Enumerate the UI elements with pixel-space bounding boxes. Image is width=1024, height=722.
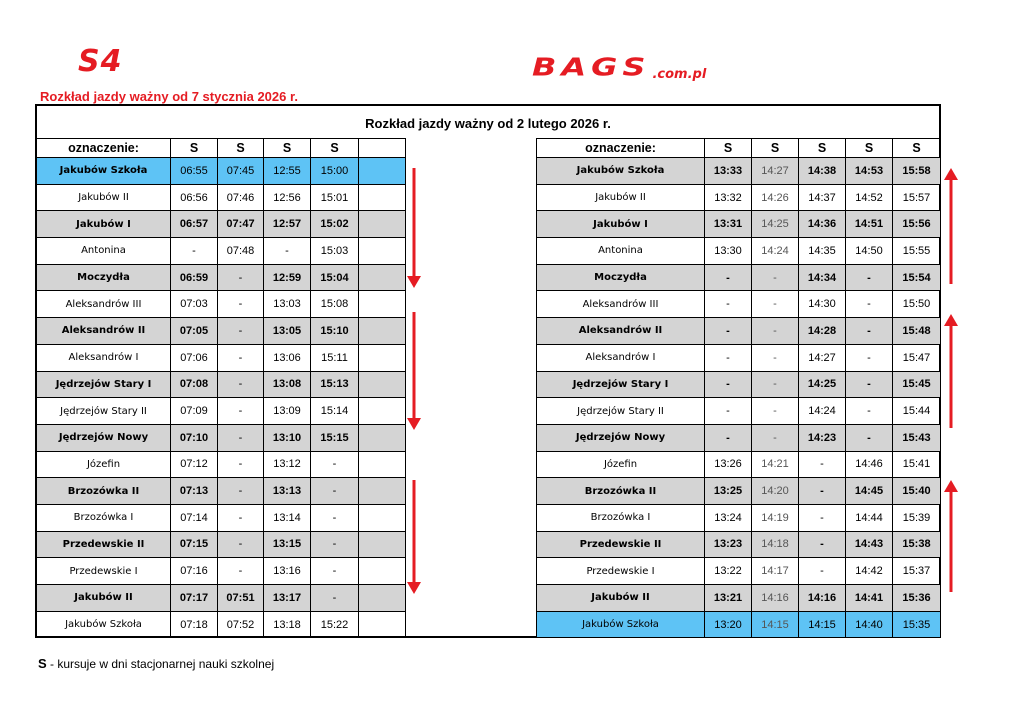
time-cell: 07:48 [218,238,264,265]
time-cell: - [705,424,752,451]
time-cell: 15:40 [893,478,941,505]
time-cell: 14:19 [752,504,799,531]
legend-symbol: S [38,656,47,671]
stop-name: Jakubów Szkoła [537,611,705,638]
stop-name: Jędrzejów Nowy [37,424,171,451]
stop-name: Jakubów II [537,184,705,211]
time-cell: - [311,531,359,558]
time-cell: 13:05 [264,318,311,345]
time-cell: 07:17 [171,585,218,612]
time-cell: 15:35 [893,611,941,638]
time-cell: 07:06 [171,344,218,371]
time-cell: 14:35 [799,238,846,265]
time-cell: 15:03 [311,238,359,265]
time-cell: 13:25 [705,478,752,505]
time-cell: 13:14 [264,504,311,531]
time-cell: 14:23 [799,424,846,451]
time-cell: 14:36 [799,211,846,238]
time-cell: 15:38 [893,531,941,558]
time-cell: - [752,318,799,345]
time-cell: 15:55 [893,238,941,265]
stop-name: Przedewskie II [37,531,171,558]
time-cell: - [218,504,264,531]
time-cell: 13:17 [264,585,311,612]
time-cell: - [218,451,264,478]
time-cell: 07:45 [218,158,264,185]
time-cell: 13:09 [264,398,311,425]
time-cell: 15:48 [893,318,941,345]
time-cell: 15:57 [893,184,941,211]
arrow-up-icon [944,168,958,180]
time-cell: - [705,398,752,425]
stop-name: Przedewskie I [537,558,705,585]
time-cell: 07:09 [171,398,218,425]
time-cell: - [311,451,359,478]
time-cell: 07:15 [171,531,218,558]
time-cell: - [705,264,752,291]
time-cell: 13:21 [705,585,752,612]
header-label: oznaczenie: [37,139,171,158]
time-cell: 07:13 [171,478,218,505]
time-cell: 13:08 [264,371,311,398]
validity-old-note: Rozkład jazdy ważny od 7 stycznia 2026 r. [40,89,298,104]
time-cell: 12:56 [264,184,311,211]
stop-name: Jakubów I [37,211,171,238]
stop-name: Jakubów Szkoła [537,158,705,185]
time-cell: 14:38 [799,158,846,185]
stop-name: Antonina [37,238,171,265]
time-cell: 14:52 [846,184,893,211]
time-cell: 07:47 [218,211,264,238]
arrow-down-icon [407,276,421,288]
time-cell: - [705,291,752,318]
time-cell: 07:46 [218,184,264,211]
line-code: S4 [78,44,123,79]
stop-name: Jędrzejów Stary I [537,371,705,398]
time-cell: 14:16 [752,585,799,612]
time-cell: 13:23 [705,531,752,558]
time-cell: 07:18 [171,611,218,638]
time-cell: - [846,264,893,291]
stop-name: Aleksandrów I [537,344,705,371]
time-cell: 14:20 [752,478,799,505]
time-cell: 14:17 [752,558,799,585]
stop-name: Brzozówka I [537,504,705,531]
time-cell: - [705,344,752,371]
time-cell: 15:45 [893,371,941,398]
legend [38,656,274,671]
time-cell: - [846,424,893,451]
time-cell: 15:04 [311,264,359,291]
time-cell: - [846,371,893,398]
stop-name: Aleksandrów II [537,318,705,345]
time-cell: - [218,424,264,451]
time-cell: 13:24 [705,504,752,531]
stop-name: Aleksandrów III [37,291,171,318]
time-cell: 13:22 [705,558,752,585]
time-cell: 15:10 [311,318,359,345]
stop-name: Jędrzejów Stary II [537,398,705,425]
time-cell: - [311,504,359,531]
time-cell: 15:56 [893,211,941,238]
stop-name: Jakubów II [37,585,171,612]
time-cell: 07:16 [171,558,218,585]
header-label: oznaczenie: [537,139,705,158]
header-mark: S [752,139,799,158]
time-cell: 07:52 [218,611,264,638]
time-cell: 13:15 [264,531,311,558]
time-cell: 15:58 [893,158,941,185]
time-cell: - [218,558,264,585]
time-cell: 13:32 [705,184,752,211]
header-mark: S [705,139,752,158]
time-cell: 14:16 [799,585,846,612]
time-cell: 13:12 [264,451,311,478]
stop-name: Jędrzejów Stary II [37,398,171,425]
stop-name: Moczydła [37,264,171,291]
time-cell: - [705,318,752,345]
time-cell: 14:50 [846,238,893,265]
time-cell: - [218,478,264,505]
stop-name: Jakubów Szkoła [37,611,171,638]
time-cell: - [752,291,799,318]
time-cell: 15:22 [311,611,359,638]
time-cell: - [311,585,359,612]
brand-name: BAGS [532,52,651,82]
time-cell: 14:45 [846,478,893,505]
stop-name: Moczydła [537,264,705,291]
stop-name: Brzozówka II [537,478,705,505]
time-cell: - [846,398,893,425]
time-cell: 13:31 [705,211,752,238]
time-cell: 12:59 [264,264,311,291]
time-cell: 13:18 [264,611,311,638]
time-cell: - [752,264,799,291]
time-cell: - [799,504,846,531]
time-cell: 06:56 [171,184,218,211]
header-mark: S [311,139,359,158]
time-cell: - [752,344,799,371]
time-cell: 15:02 [311,211,359,238]
time-cell: 14:53 [846,158,893,185]
time-cell: - [799,558,846,585]
time-cell: 15:37 [893,558,941,585]
stop-name: Brzozówka II [37,478,171,505]
time-cell: - [311,558,359,585]
time-cell: 13:10 [264,424,311,451]
time-cell: 13:16 [264,558,311,585]
stop-name: Jakubów II [37,184,171,211]
time-cell: - [846,344,893,371]
header-mark: S [799,139,846,158]
time-cell: 13:26 [705,451,752,478]
time-cell: 07:51 [218,585,264,612]
stop-name: Jędrzejów Stary I [37,371,171,398]
time-cell: 14:25 [752,211,799,238]
time-cell: 14:27 [752,158,799,185]
time-cell: 15:50 [893,291,941,318]
time-cell: 14:46 [846,451,893,478]
time-cell: 14:15 [799,611,846,638]
time-cell: 14:42 [846,558,893,585]
time-cell: 14:24 [799,398,846,425]
time-cell: - [799,531,846,558]
time-cell: - [218,291,264,318]
arrow-up-icon [944,480,958,492]
time-cell: 15:43 [893,424,941,451]
time-cell: - [218,398,264,425]
time-cell: - [218,371,264,398]
time-cell: 14:24 [752,238,799,265]
time-cell: 15:54 [893,264,941,291]
time-cell: 14:51 [846,211,893,238]
stop-name: Jakubów I [537,211,705,238]
time-cell: 15:01 [311,184,359,211]
time-cell: 07:05 [171,318,218,345]
time-cell: - [218,264,264,291]
timetable-title: Rozkład jazdy ważny od 2 lutego 2026 r. [365,116,611,131]
header-mark: S [264,139,311,158]
stop-name: Brzozówka I [37,504,171,531]
stop-name: Aleksandrów II [37,318,171,345]
arrow-down-icon [407,582,421,594]
time-cell: 07:03 [171,291,218,318]
time-cell: - [171,238,218,265]
time-cell: 14:41 [846,585,893,612]
time-cell: 14:40 [846,611,893,638]
time-cell: - [799,451,846,478]
time-cell: 07:12 [171,451,218,478]
time-cell: 15:44 [893,398,941,425]
time-cell: 07:14 [171,504,218,531]
stop-name: Przedewskie II [537,531,705,558]
stop-name: Jakubów II [537,585,705,612]
time-cell: 15:47 [893,344,941,371]
time-cell: - [752,398,799,425]
arrow-up-icon [944,314,958,326]
time-cell: 06:57 [171,211,218,238]
arrow-down-icon [407,418,421,430]
time-cell: 15:41 [893,451,941,478]
time-cell: 06:55 [171,158,218,185]
time-cell: - [311,478,359,505]
time-cell: 14:27 [799,344,846,371]
time-cell: - [218,344,264,371]
time-cell: 14:26 [752,184,799,211]
time-cell: 15:08 [311,291,359,318]
time-cell: 14:43 [846,531,893,558]
time-cell: 15:14 [311,398,359,425]
time-cell: - [264,238,311,265]
header-mark: S [171,139,218,158]
time-cell: - [752,424,799,451]
stop-name: Przedewskie I [37,558,171,585]
time-cell: 15:39 [893,504,941,531]
time-cell: 14:44 [846,504,893,531]
time-cell: 07:08 [171,371,218,398]
time-cell: 13:03 [264,291,311,318]
header-mark: S [846,139,893,158]
time-cell: 12:55 [264,158,311,185]
time-cell: 14:21 [752,451,799,478]
time-cell: - [218,318,264,345]
header-mark: S [218,139,264,158]
time-cell: 12:57 [264,211,311,238]
stop-name: Aleksandrów I [37,344,171,371]
time-cell: - [799,478,846,505]
time-cell: - [752,371,799,398]
time-cell: 15:36 [893,585,941,612]
time-cell: 07:10 [171,424,218,451]
header-mark: S [893,139,941,158]
stop-name: Józefin [37,451,171,478]
time-cell: 13:30 [705,238,752,265]
time-cell: 15:11 [311,344,359,371]
time-cell: - [846,318,893,345]
time-cell: 13:13 [264,478,311,505]
stop-name: Aleksandrów III [537,291,705,318]
time-cell: 13:20 [705,611,752,638]
time-cell: 13:06 [264,344,311,371]
time-cell: 15:13 [311,371,359,398]
stop-name: Józefin [537,451,705,478]
brand-domain: .com.pl [652,67,707,82]
time-cell: 14:15 [752,611,799,638]
time-cell: 15:00 [311,158,359,185]
stop-name: Antonina [537,238,705,265]
time-cell: - [218,531,264,558]
time-cell: 06:59 [171,264,218,291]
time-cell: 13:33 [705,158,752,185]
time-cell: - [846,291,893,318]
time-cell: 14:28 [799,318,846,345]
stop-name: Jakubów Szkoła [37,158,171,185]
time-cell: 14:18 [752,531,799,558]
time-cell: 14:34 [799,264,846,291]
time-cell: 14:37 [799,184,846,211]
stop-name: Jędrzejów Nowy [537,424,705,451]
time-cell: 14:30 [799,291,846,318]
time-cell: - [705,371,752,398]
legend-text: - kursuje w dni stacjonarnej nauki szkolnej [46,657,275,671]
time-cell: 15:15 [311,424,359,451]
time-cell: 14:25 [799,371,846,398]
